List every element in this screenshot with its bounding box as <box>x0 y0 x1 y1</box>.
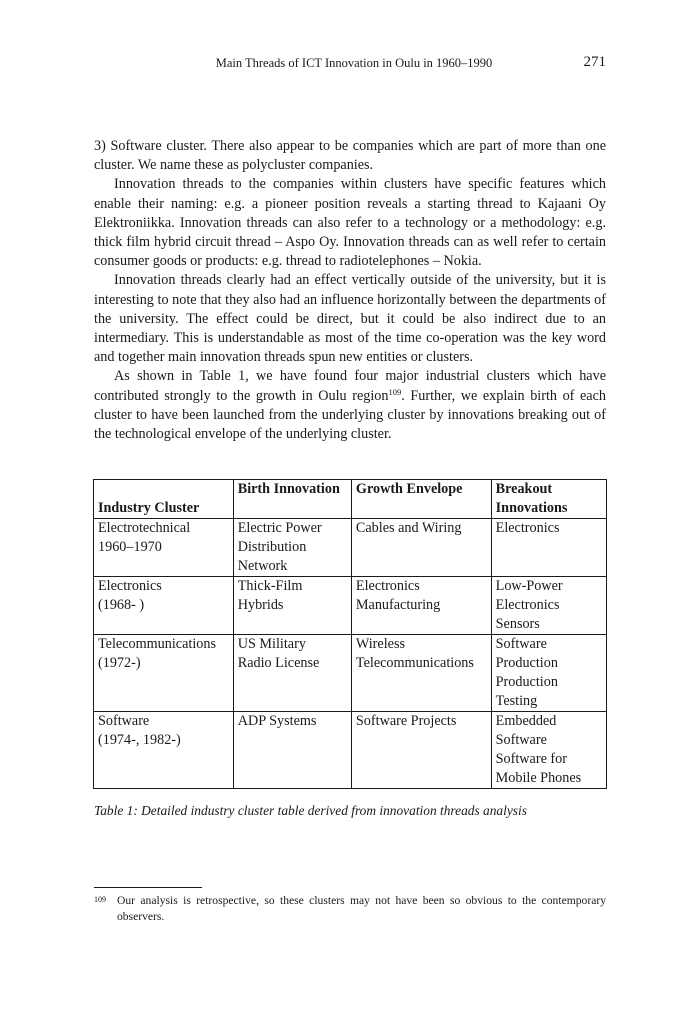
cell-growth-envelope <box>351 635 491 712</box>
running-title: Main Threads of ICT Innovation in Oulu in 1960–1990 <box>215 56 493 70</box>
header-industry-cluster: Industry Cluster <box>94 480 234 519</box>
paragraph-4-text-b: . Further, we explain birth of each cluster to have been launched from the underlying cluster by innovations breaking out of the technological envelope of the underlying cluster. <box>94 387 606 443</box>
cell-line: Embedded <box>495 713 557 729</box>
industry-cluster-table <box>93 479 607 789</box>
cell-line: 1960–1970 <box>98 539 162 555</box>
cell-line: Electronics <box>495 520 560 536</box>
cell-industry-cluster <box>94 519 234 577</box>
paragraph-4-text-a: As shown in Table 1, we have found four major industrial clusters which have contributed strongly to the growth in Oulu region <box>94 368 606 404</box>
cell-growth-envelope <box>351 577 491 635</box>
cell-line: Telecommunications <box>355 655 474 671</box>
cell-line: Software <box>495 636 547 652</box>
cell-line: Radio License <box>237 655 320 671</box>
cell-line: Wireless <box>355 636 405 652</box>
cell-line: Telecommunications <box>98 636 216 652</box>
cell-line: Manufacturing <box>355 597 441 613</box>
cell-line: Low-Power <box>495 578 563 594</box>
cell-birth-innovation <box>233 712 351 789</box>
cell-line: Cables and Wiring <box>355 520 462 536</box>
body-text <box>94 137 606 444</box>
paragraph-2: Innovation threads to the companies within clusters have specific features which enable their naming: e.g. a pioneer position reveals a starting thread to Kajaani Oy Elektroniikka. Innovation threads can also refer to a technology or a methodology: e.g. thick film hybrid circuit thread – Aspo Oy. Innovation threads can as well refer to certain consumer goods or products: e.g. thread to radiotelephones – Nokia. <box>94 176 606 270</box>
cell-line: Thick-Film <box>237 578 303 594</box>
table-header-row <box>94 480 607 519</box>
header-breakout-line-2: Innovations <box>495 500 568 516</box>
cell-breakout-innovations <box>491 712 606 789</box>
footnote <box>94 893 606 925</box>
table-body <box>94 519 607 789</box>
table-row <box>94 577 607 635</box>
paragraph-4 <box>94 367 606 444</box>
cell-line: Electronics <box>98 578 162 594</box>
footnote-reference[interactable]: 109 <box>388 386 402 397</box>
footnote-text: Our analysis is retrospective, so these clusters may not have been so obvious to the contemporary observers. <box>117 894 606 923</box>
table-row <box>94 519 607 577</box>
cell-line: Electronics <box>355 578 420 594</box>
cell-line: Mobile Phones <box>495 770 582 786</box>
table-row <box>94 635 607 712</box>
paragraph-1: 3) Software cluster. There also appear to be companies which are part of more than one cluster. We name these as polycluster companies. <box>94 138 606 174</box>
cell-line: Software <box>495 732 547 748</box>
cell-breakout-innovations <box>491 635 606 712</box>
footnote-number: 109 <box>94 895 106 904</box>
cell-growth-envelope <box>351 519 491 577</box>
table-row <box>94 712 607 789</box>
header-breakout-line-1: Breakout <box>495 481 553 497</box>
running-header <box>94 55 606 75</box>
cell-line: Network <box>237 558 288 574</box>
cell-line: Software Projects <box>355 713 457 729</box>
cell-line: (1974-, 1982-) <box>98 732 181 748</box>
cell-industry-cluster <box>94 712 234 789</box>
header-breakout-innovations <box>491 480 606 519</box>
cell-line: ADP Systems <box>237 713 317 729</box>
cell-line: Distribution <box>237 539 307 555</box>
cell-birth-innovation <box>233 635 351 712</box>
header-growth-envelope: Growth Envelope <box>351 480 491 519</box>
cell-industry-cluster <box>94 577 234 635</box>
cell-line: (1972-) <box>98 655 141 671</box>
cell-line: Sensors <box>495 616 540 632</box>
cell-line: Electronics <box>495 597 560 613</box>
cell-line: Testing <box>495 693 538 709</box>
cell-industry-cluster <box>94 635 234 712</box>
header-birth-innovation: Birth Innovation <box>233 480 351 519</box>
paragraph-3: Innovation threads clearly had an effect vertically outside of the university, but it is interesting to note that they also had an influence horizontally between the departments of the university. The effect could be direct, but it could be also indirect due to an intermediary. This is understandable as most of the time co-operation was the key word and together main innovation threads spun new entities or clusters. <box>94 272 606 366</box>
cell-line: Software for <box>495 751 567 767</box>
cell-birth-innovation <box>233 519 351 577</box>
cell-line: Electric Power <box>237 520 322 536</box>
table-caption: Table 1: Detailed industry cluster table derived from innovation threads analysis <box>94 803 527 818</box>
footnote-divider <box>94 887 202 888</box>
cell-birth-innovation <box>233 577 351 635</box>
cell-line: US Military <box>237 636 306 652</box>
cell-line: Production <box>495 655 558 671</box>
cell-line: Production <box>495 674 558 690</box>
cell-line: (1968- ) <box>98 597 145 613</box>
cell-breakout-innovations <box>491 519 606 577</box>
cell-line: Software <box>98 713 150 729</box>
cell-growth-envelope <box>351 712 491 789</box>
page-number: 271 <box>583 54 606 70</box>
cell-line: Electrotechnical <box>98 520 191 536</box>
cell-line: Hybrids <box>237 597 284 613</box>
cell-breakout-innovations <box>491 577 606 635</box>
